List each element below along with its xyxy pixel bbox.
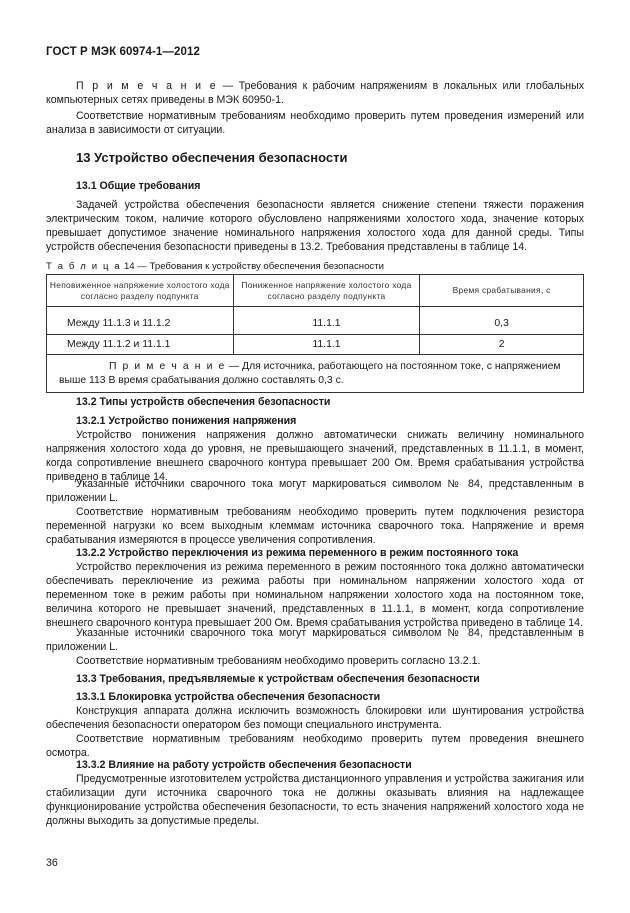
section-13-1-text: Задачей устройства обеспечения безопасности является снижение степени тяжести поражения электрическим током, наличие которого обусловлено напряжениями холостого хода, значение которых превышает допустимое значение номинального напряжения холостого хода для данной среды. Типы устройств обеспечения безопасности приведены в 13.2. Требования представлены в таблице 14. xyxy=(46,199,584,253)
section-13-3-2-heading: 13.3.2 Влияние на работу устройств обеспечения безопасности xyxy=(76,759,412,771)
table-note xyxy=(47,355,584,393)
section-13-2-2-p1: Устройство переключения из режима переменного в режим постоянного тока должно автоматически обеспечивать переключение из режима работы при номинальном напряжении холостого хода от переменном токе в режим работы при номинальном напряжении холостого хода на постоянном токе, величина которого не превышает значений, представленных в 11.1.1, в момент, когда сопротивление внешнего сварочного контура превышает 200 Ом. Время срабатывания устройства приведено в таблице 14. xyxy=(46,561,584,629)
section-13-2-1-p2: Указанные источники сварочного тока могут маркироваться символом № 84, представленным в приложении L. xyxy=(46,478,584,504)
section-13-2-2-p3: Соответствие нормативным требованиям необходимо проверить согласно 13.2.1. xyxy=(76,655,481,667)
section-13-2-2-heading: 13.2.2 Устройство переключения из режима переменного в режим постоянного тока xyxy=(76,547,519,559)
table-cell: 11.1.1 xyxy=(233,335,420,355)
table-row xyxy=(47,335,584,355)
table-row xyxy=(47,315,584,335)
table-cell: 2 xyxy=(420,335,584,355)
table-14 xyxy=(46,274,584,393)
section-13-2-1-p3: Соответствие нормативным требованиям необходимо проверить путем подключения резистора переменной нагрузки ко всем выходным клеммам источника сварочного тока. Напряжение и время срабатывания измеряются в процессе увеличения сопротивления. xyxy=(46,506,584,546)
table-cell: Между 11.1.2 и 11.1.1 xyxy=(47,335,234,355)
table-cell: Между 11.1.3 и 11.1.2 xyxy=(47,315,234,335)
section-13-3-heading: 13.3 Требования, предъявляемые к устройствам обеспечения безопасности xyxy=(76,673,480,685)
intro-note-label: П р и м е ч а н и е xyxy=(76,80,218,92)
section-13-3-1-heading: 13.3.1 Блокировка устройства обеспечения безопасности xyxy=(76,691,381,703)
page-number: 36 xyxy=(46,857,58,869)
table-note-text: — Для источника, работающего на постоянном токе, с напряжением выше 113 В время срабатывания должно составлять 0,3 с. xyxy=(59,361,561,386)
table-spacer-row xyxy=(47,307,584,315)
intro-note-text: — Требования к рабочим напряжениям в локальных или глобальных компьютерных сетях приведены в МЭК 60950-1. xyxy=(46,80,585,106)
table-header-cell: Неповиженное напряжение холостого хода согласно разделу подпункта xyxy=(47,275,234,307)
table-header-cell: Время срабатывания, с xyxy=(420,275,584,307)
section-13-3-1-p1: Конструкция аппарата должна исключить возможность блокировки или шунтирования устройства обеспечения безопасности оператором без помощи специального инструмента. xyxy=(46,705,584,731)
section-13-2-heading: 13.2 Типы устройств обеспечения безопасности xyxy=(76,396,331,408)
table-14-caption-label: Т а б л и ц а xyxy=(46,261,122,272)
intro-note xyxy=(46,80,584,108)
section-13-2-1-p1: Устройство понижения напряжения должно автоматически снижать величину номинального напряжения холостого хода до уровня, не превышающего значений, представленных в 11.1.1, в момент, когда сопротивление внешнего сварочного контура превышает 200 Ом. Время срабатывания устройства приведено в таблице 14. xyxy=(46,429,584,483)
table-14-caption xyxy=(46,260,384,274)
section-13-3-2-p1: Предусмотренные изготовителем устройства дистанционного управления и устройства зажигания или стабилизации дуги источника сварочного тока не должны оказывать влияния на надлежащее функционирование устройства обеспечения безопасности, то есть значения напряжений холостого хода не должны выходить за допустимые пределы. xyxy=(46,773,584,827)
standard-code-header: ГОСТ Р МЭК 60974-1—2012 xyxy=(46,46,200,58)
section-13-2-2-p2: Указанные источники сварочного тока могут маркироваться символом № 84, представленным в приложении L. xyxy=(46,627,584,653)
table-header-row xyxy=(47,275,584,307)
table-note-label: П р и м е ч а н и е xyxy=(109,361,226,372)
section-13-heading: 13 Устройство обеспечения безопасности xyxy=(76,150,348,165)
table-cell: 11.1.1 xyxy=(233,315,420,335)
table-header-cell: Пониженное напряжение холостого хода согласно разделу подпункта xyxy=(233,275,420,307)
table-note-row xyxy=(47,355,584,393)
section-13-3-1-p2: Соответствие нормативным требованиям необходимо проверить путем проведения внешнего осмотра. xyxy=(46,733,584,759)
intro-conformity: Соответствие нормативным требованиям необходимо проверить путем проведения измерений или анализа в зависимости от ситуации. xyxy=(46,110,584,136)
table-14-caption-text: 14 — Требования к устройству обеспечения безопасности xyxy=(121,261,384,272)
table-cell: 0,3 xyxy=(420,315,584,335)
section-13-1-heading: 13.1 Общие требования xyxy=(76,180,201,192)
section-13-2-1-heading: 13.2.1 Устройство понижения напряжения xyxy=(76,415,297,427)
